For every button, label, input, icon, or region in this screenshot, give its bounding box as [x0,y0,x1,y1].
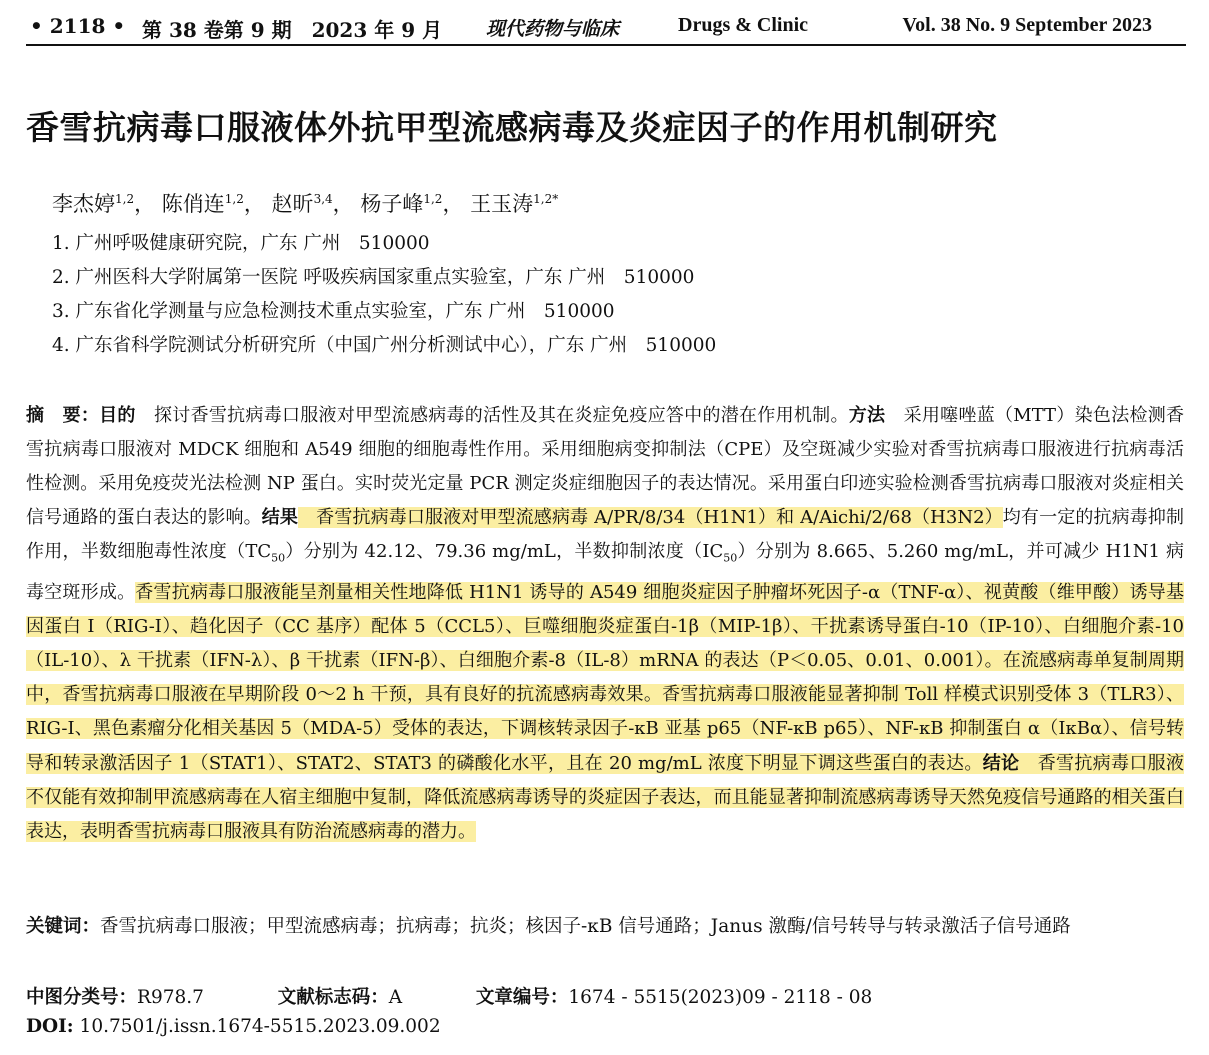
author-name: 杨子峰 [360,192,424,216]
author-affil-sup: 1,2 [224,192,244,206]
journal-name-en: Drugs & Clinic [678,14,808,36]
author-affil-sup: 1,2 [423,192,443,206]
results-highlight-2: 香雪抗病毒口服液能呈剂量相关性地降低 H1N1 诱导的 A549 细胞炎症因子肿瘤坏死因子-α（TNF-α）、视黄酸（维甲酸）诱导基因蛋白 I（RIG-I）、趋化因子（CC 基序）配体 5（CCL5）、巨噬细胞炎症蛋白-1β（MIP-1β）、干扰素诱导蛋白-10（IP-10）、白细胞介素-10（IL-10）、λ 干扰素（IFN-λ）、β 干扰素（IFN-β）、白细胞介素-8（IL-8）mRNA 的表达（P＜0.05、0.01、0.001）。 [26,582,1185,672]
affiliation-2: 2. 广州医科大学附属第一医院 呼吸疾病国家重点实验室，广东 广州 510000 [52,267,695,288]
author-affil-sup: 3,4 [313,192,333,206]
author-list [52,188,558,218]
keywords-label: 关键词： [26,916,101,937]
conclusion-label: 结论 [982,752,1020,774]
ic-subscript: 50 [723,551,738,565]
author-name: 赵昕 [271,192,314,216]
results-text-3: ）分别为 8.665、5.260 mg/mL，并可减少 H1N1 病毒空斑形成。 [26,541,1184,604]
methods-text: 采用噻唑蓝（MTT）染色法检测香雪抗病毒口服液对 MDCK 细胞和 A549 细胞的细胞毒性作用。采用细胞病变抑制法（CPE）及空斑减少实验对香雪抗病毒口服液进行抗病毒活性检测。采用免疫荧光法检测 NP 蛋白。实时荧光定量 PCR 测定炎症细胞因子的表达情况。采用蛋白印迹实验检测香雪抗病毒口服液对炎症相关信号通路的蛋白表达的影响。 [26,405,1185,529]
page-number: • 2118 • [30,14,126,38]
doi-line [26,1016,441,1037]
results-text-1: 均有一定的抗病毒抑制作用，半数细胞毒性浓度（TC [26,507,1185,563]
clc-label: 中图分类号： [26,987,138,1008]
author-separator: ， [243,192,265,216]
author-affil-sup: 1,2* [533,192,559,206]
keywords-text: 香雪抗病毒口服液；甲型流感病毒；抗病毒；抗炎；核因子-κB 信号通路；Janus 激酶/信号转导与转录激活子信号通路 [100,916,1071,937]
doc-code-label: 文献标志码： [277,987,389,1008]
classification-line [26,983,872,1009]
article-number-label: 文章编号： [475,987,569,1008]
results-highlight-3: 在流感病毒单复制周期中，香雪抗病毒口服液在早期阶段 0～2 h 干预，具有良好的抗流感病毒效果。香雪抗病毒口服液能显著抑制 Toll 样模式识别受体 3（TLR3）、RIG-I、黑色素瘤分化相关基因 5（MDA-5）受体的表达，下调核转录因子-κB 亚基 p65（NF-κB p65）、NF-κB 抑制蛋白 α（IκBα）、信号转导和转录激活因子 1（STAT1）、STAT2、STAT3 的磷酸化水平，且在 20 mg/mL 浓度下明显下调这些蛋白的表达。 [26,650,1184,774]
objective-text: 探讨香雪抗病毒口服液对甲型流感病毒的活性及其在炎症免疫应答中的潜在作用机制。 [135,405,849,426]
author-name: 王玉涛 [470,192,534,216]
author-affil-sup: 1,2 [115,192,135,206]
keywords [26,910,1184,943]
doi-label: DOI: [26,1016,74,1037]
affiliation-4: 4. 广东省科学院测试分析研究所（中国广州分析测试中心），广东 广州 510000 [52,335,717,356]
results-label: 结果 [261,507,299,529]
abstract [26,399,1184,849]
abstract-label: 摘 要： [26,405,100,426]
issue-info: 第 38 卷第 9 期 2023 年 9 月 [142,18,443,42]
article-number-value: 1674 - 5515(2023)09 - 2118 - 08 [568,987,873,1008]
clc-value: R978.7 [137,987,204,1008]
author-separator: ， [442,192,464,216]
author-name: 陈俏连 [161,192,225,216]
running-header [26,12,1186,46]
doc-code-value: A [388,987,403,1008]
author-separator: ， [332,192,354,216]
journal-name-cn: 现代药物与临床 [486,18,620,40]
affiliation-3: 3. 广东省化学测量与应急检测技术重点实验室，广东 广州 510000 [52,301,615,322]
results-text-2: ）分别为 42.12、79.36 mg/mL，半数抑制浓度（IC [285,541,724,563]
conclusion-text: 香雪抗病毒口服液不仅能有效抑制甲流感病毒在人宿主细胞中复制，降低流感病毒诱导的炎症因子表达，而且能显著抑制流感病毒诱导天然免疫信号通路的相关蛋白表达，表明香雪抗病毒口服液具有防治流感病毒的潜力。 [26,752,1185,842]
volume-info: Vol. 38 No. 9 September 2023 [902,14,1152,36]
author-name: 李杰婷 [52,192,115,216]
paper-title: 香雪抗病毒口服液体外抗甲型流感病毒及炎症因子的作用机制研究 [26,108,998,147]
results-highlight-1: 香雪抗病毒口服液对甲型流感病毒 A/PR/8/34（H1N1）和 A/Aichi/2/68（H3N2） [298,507,1003,529]
tc-subscript: 50 [271,551,286,565]
doi-value: 10.7501/j.issn.1674-5515.2023.09.002 [79,1016,441,1037]
objective-label: 目的 [99,405,136,426]
author-separator: ， [134,192,156,216]
affiliation-1: 1. 广州呼吸健康研究院，广东 广州 510000 [52,233,430,254]
methods-label: 方法 [848,405,886,426]
